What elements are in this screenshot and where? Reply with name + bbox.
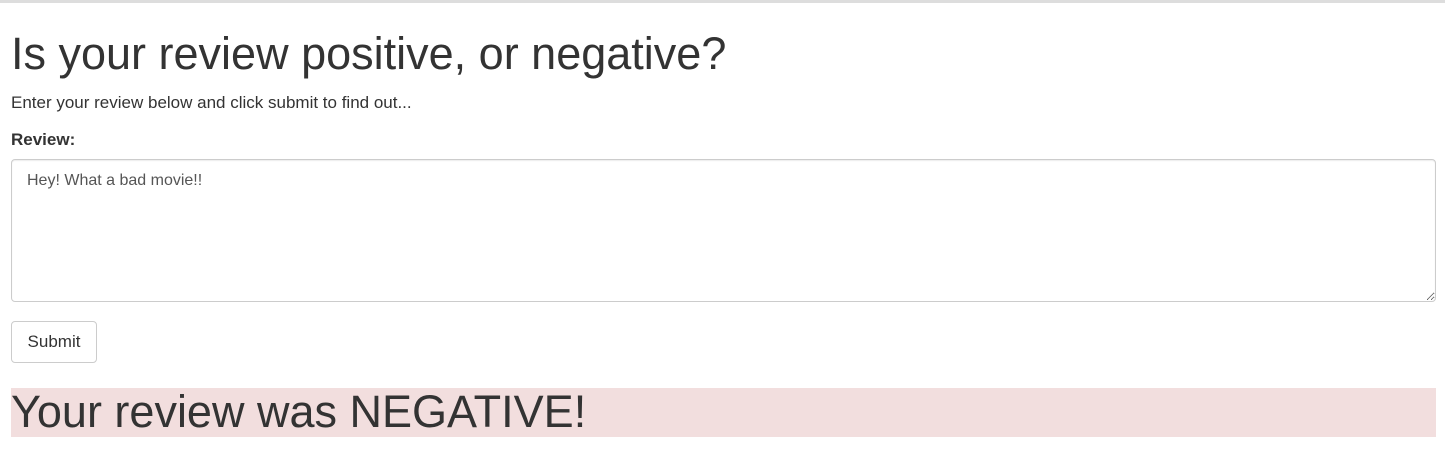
instructions-text: Enter your review below and click submit to find out... [11,93,412,112]
review-label: Review: [11,130,76,149]
result-text: Your review was NEGATIVE! [11,388,587,437]
result-banner [11,388,1436,437]
submit-button[interactable]: Submit [11,321,97,363]
top-divider [0,0,1445,3]
page-title: Is your review positive, or negative? [11,28,727,79]
review-textarea[interactable] [11,159,1436,302]
